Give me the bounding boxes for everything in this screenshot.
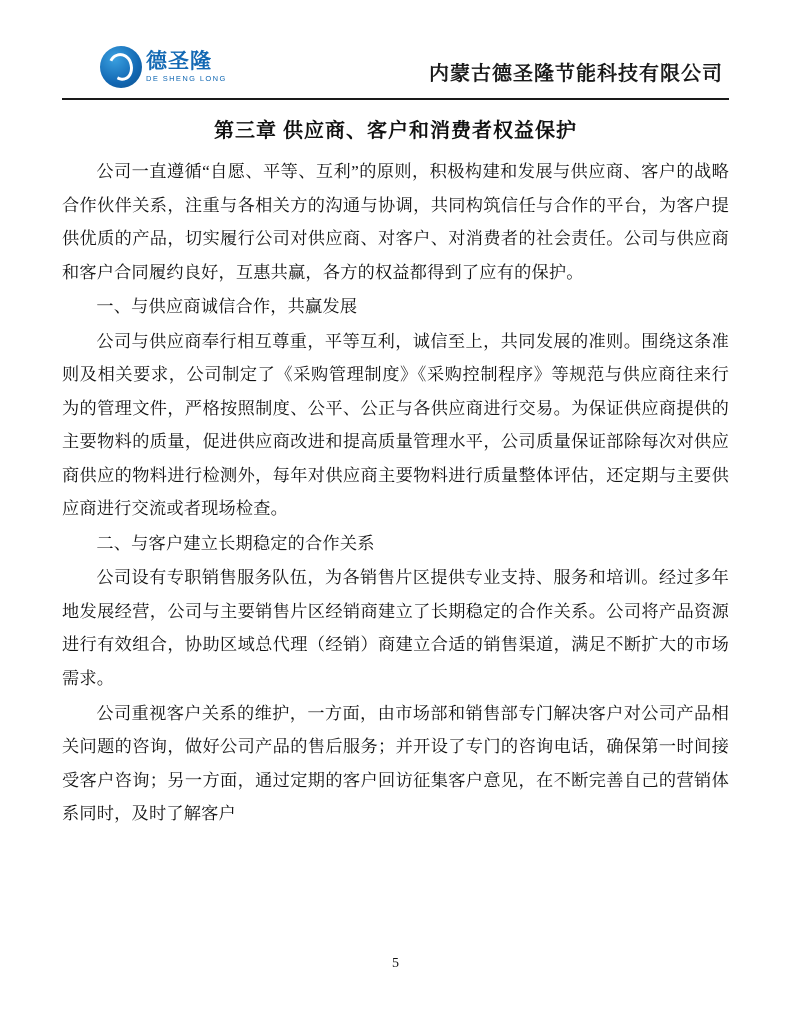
paragraph: 一、与供应商诚信合作，共赢发展 bbox=[96, 297, 358, 317]
logo-emblem-icon bbox=[100, 46, 142, 88]
logo-text-block bbox=[146, 51, 227, 83]
page-header bbox=[62, 30, 729, 92]
logo-chinese-name: 德圣隆 bbox=[146, 49, 212, 74]
header-divider bbox=[62, 98, 729, 100]
paragraph: 公司重视客户关系的维护，一方面，由市场部和销售部专门解决客户对公司产品相关问题的咨询，做好公司产品的售后服务；并开设了专门的咨询电话，确保第一时间接受客户咨询；另一方面，通过定期的客户回访征集客户意见，在不断完善自己的营销体系同时，及时了解客户 bbox=[62, 703, 729, 824]
company-logo bbox=[100, 46, 227, 88]
paragraph: 公司一直遵循“自愿、平等、互利”的原则，积极构建和发展与供应商、客户的战略合作伙伴关系，注重与各相关方的沟通与协调，共同构筑信任与合作的平台，为客户提供优质的产品，切实履行公司对供应商、对客户、对消费者的社会责任。公司与供应商和客户合同履约良好，互惠共赢，各方的权益都得到了应有的保护。 bbox=[62, 162, 729, 282]
paragraph: 公司与供应商奉行相互尊重，平等互利，诚信至上，共同发展的准则。围绕这条准则及相关要求，公司制定了《采购管理制度》《采购控制程序》等规范与供应商往来行为的管理文件，严格按照制度、公平、公正与各供应商进行交易。为保证供应商提供的主要物料的质量，促进供应商改进和提高质量管理水平，公司质量保证部除每次对供应商供应的物料进行检测外，每年对供应商主要物料进行质量整体评估，还定期与主要供应商进行交流或者现场检查。 bbox=[62, 331, 729, 519]
page-number: 5 bbox=[392, 956, 399, 971]
company-name-heading: 内蒙古德圣隆节能科技有限公司 bbox=[429, 63, 723, 85]
paragraph: 二、与客户建立长期稳定的合作关系 bbox=[96, 533, 375, 553]
chapter-title: 第三章 供应商、客户和消费者权益保护 bbox=[214, 120, 577, 142]
logo-english-name: DE SHENG LONG bbox=[146, 74, 227, 84]
document-body bbox=[62, 155, 729, 831]
paragraph: 公司设有专职销售服务队伍，为各销售片区提供专业支持、服务和培训。经过多年地发展经营，公司与主要销售片区经销商建立了长期稳定的合作关系。公司将产品资源进行有效组合，协助区域总代理（经销）商建立合适的销售渠道，满足不断扩大的市场需求。 bbox=[62, 568, 729, 688]
